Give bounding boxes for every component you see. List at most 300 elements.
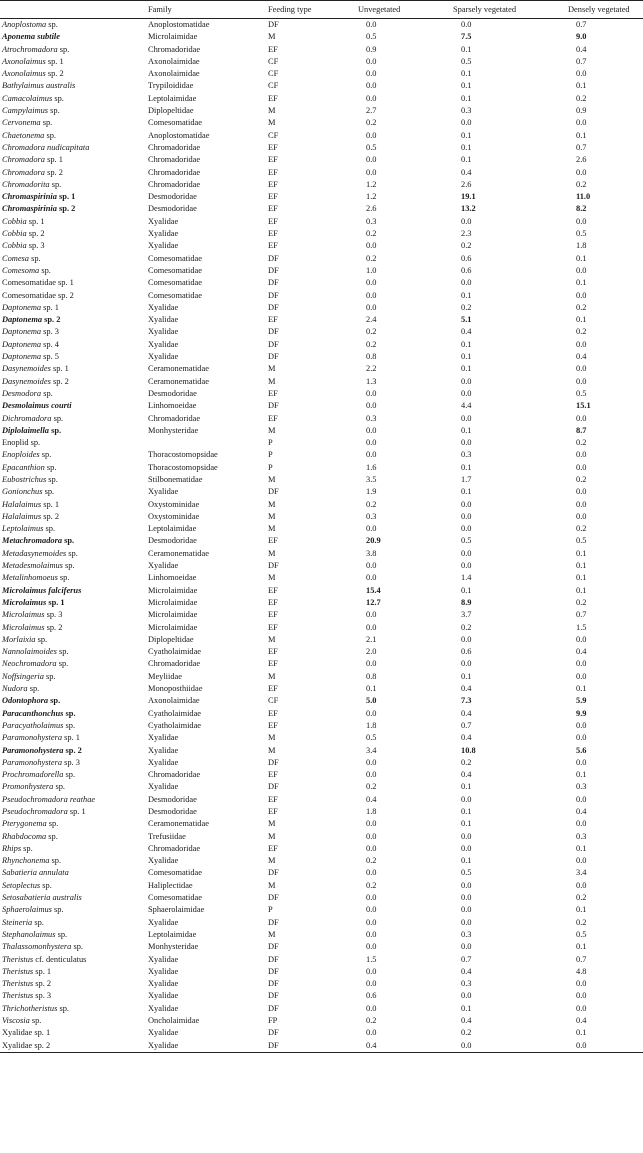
species-genus: Comesa bbox=[2, 253, 29, 263]
family-cell: Desmodoridae bbox=[148, 192, 197, 202]
family-cell: Leptolaimidae bbox=[148, 524, 197, 534]
species-name-cell bbox=[0, 68, 148, 80]
densely-vegetated-cell: 0.4 bbox=[576, 647, 587, 657]
species-suffix: Enoplid sp. bbox=[2, 438, 41, 448]
table-row bbox=[0, 191, 643, 203]
species-name-cell bbox=[0, 892, 148, 904]
unvegetated-cell: 0.0 bbox=[366, 893, 377, 903]
densely-vegetated-cell: 0.1 bbox=[576, 770, 587, 780]
species-name-cell bbox=[0, 831, 148, 843]
species-genus: Cobbia bbox=[2, 241, 27, 251]
species-name-cell bbox=[0, 31, 148, 43]
species-name-cell bbox=[0, 265, 148, 277]
species-suffix: sp. bbox=[46, 819, 59, 829]
species-name-cell bbox=[0, 941, 148, 953]
feeding-type-cell: DF bbox=[268, 1003, 279, 1013]
densely-vegetated-cell: 0.0 bbox=[576, 659, 587, 669]
densely-vegetated-cell: 0.5 bbox=[576, 229, 587, 239]
unvegetated-cell: 0.4 bbox=[358, 1040, 453, 1053]
unvegetated-cell: 1.5 bbox=[366, 954, 377, 964]
table-row bbox=[0, 130, 643, 142]
table-row bbox=[0, 302, 643, 314]
densely-vegetated-cell: 0.1 bbox=[576, 561, 587, 571]
densely-vegetated-cell: 0.0 bbox=[576, 1003, 587, 1013]
family-cell: Comesomatidae bbox=[148, 278, 202, 288]
species-suffix: sp. bbox=[46, 474, 58, 484]
family-cell: Desmodoridae bbox=[148, 388, 197, 398]
species-suffix: sp. 1 bbox=[44, 155, 63, 165]
unvegetated-cell: 0.1 bbox=[366, 684, 377, 694]
feeding-type-cell: DF bbox=[268, 401, 279, 411]
table-row bbox=[0, 732, 643, 744]
unvegetated-cell: 0.2 bbox=[366, 499, 377, 509]
family-cell: Leptolaimidae bbox=[148, 929, 197, 939]
unvegetated-cell: 0.0 bbox=[366, 843, 377, 853]
table-row bbox=[0, 68, 643, 80]
family-cell: Anoplostomatidae bbox=[148, 20, 210, 29]
species-genus: Nudora bbox=[2, 684, 28, 694]
densely-vegetated-cell: 0.3 bbox=[576, 782, 587, 792]
table-row bbox=[0, 855, 643, 867]
sparsely-vegetated-cell: 0.4 bbox=[461, 327, 472, 337]
densely-vegetated-cell: 0.0 bbox=[576, 880, 587, 890]
table-row bbox=[0, 683, 643, 695]
species-suffix: sp. bbox=[62, 536, 75, 546]
species-genus: Aponema subtile bbox=[2, 32, 60, 42]
species-suffix: sp. 2 bbox=[50, 376, 69, 386]
species-suffix: sp. bbox=[32, 917, 44, 927]
unvegetated-cell: 0.0 bbox=[366, 708, 377, 718]
species-suffix: sp. bbox=[57, 1003, 70, 1013]
table-row bbox=[0, 93, 643, 105]
family-cell: Axonolaimidae bbox=[148, 696, 200, 706]
species-name-cell bbox=[0, 720, 148, 732]
feeding-type-cell: EF bbox=[268, 536, 278, 546]
species-suffix: sp. bbox=[46, 831, 58, 841]
family-cell: Xyalidae bbox=[148, 327, 179, 337]
species-genus: Pseudochromadora reathae bbox=[2, 794, 96, 804]
sparsely-vegetated-cell: 0.0 bbox=[461, 659, 472, 669]
family-cell: Chromadoridae bbox=[148, 659, 201, 669]
table-row bbox=[0, 277, 643, 289]
densely-vegetated-cell: 1.5 bbox=[576, 622, 587, 632]
unvegetated-cell: 0.0 bbox=[366, 81, 377, 91]
sparsely-vegetated-cell: 0.0 bbox=[461, 118, 472, 128]
unvegetated-cell: 0.0 bbox=[366, 942, 377, 952]
family-cell: Cyatholaimidae bbox=[148, 647, 202, 657]
feeding-type-cell: EF bbox=[268, 585, 278, 595]
feeding-type-cell: EF bbox=[268, 720, 278, 730]
unvegetated-cell: 12.7 bbox=[366, 597, 381, 607]
unvegetated-cell: 0.0 bbox=[366, 69, 377, 79]
family-cell: Microlaimidae bbox=[148, 597, 198, 607]
family-cell: Xyalidae bbox=[148, 966, 179, 976]
family-cell: Xyalidae bbox=[148, 1028, 179, 1038]
species-genus: Eubostrichus bbox=[2, 474, 47, 484]
table-row bbox=[0, 228, 643, 240]
unvegetated-cell: 2.4 bbox=[366, 315, 377, 325]
species-genus: Cobbia bbox=[2, 216, 27, 226]
species-genus: Sphaerolaimus bbox=[2, 905, 52, 915]
table-row bbox=[0, 954, 643, 966]
species-suffix: sp. 2 bbox=[41, 511, 60, 521]
species-name-cell bbox=[0, 253, 148, 265]
feeding-type-cell: CF bbox=[268, 69, 279, 79]
feeding-type-cell: M bbox=[268, 474, 276, 484]
sparsely-vegetated-cell: 0.0 bbox=[461, 20, 472, 29]
header-densely-vegetated: Densely vegetated bbox=[568, 1, 643, 19]
species-name-cell bbox=[0, 671, 148, 683]
sparsely-vegetated-cell: 0.1 bbox=[461, 807, 472, 816]
family-cell: Xyalidae bbox=[148, 954, 179, 964]
feeding-type-cell: EF bbox=[268, 315, 278, 325]
family-cell: Oncholaimidae bbox=[148, 1016, 200, 1026]
sparsely-vegetated-cell: 0.1 bbox=[461, 44, 472, 54]
species-genus: Anoplostoma bbox=[2, 20, 47, 29]
species-genus: Cervonema bbox=[2, 118, 41, 128]
species-name-cell bbox=[0, 142, 148, 154]
unvegetated-cell: 0.0 bbox=[366, 966, 377, 976]
species-suffix: sp. bbox=[52, 93, 64, 103]
species-name-cell bbox=[0, 757, 148, 769]
species-name-cell bbox=[0, 167, 148, 179]
header-sparsely-vegetated: Sparsely vegetated bbox=[453, 1, 568, 19]
species-name-cell bbox=[0, 216, 148, 228]
table-row bbox=[0, 80, 643, 92]
species-genus: Campylaimus bbox=[2, 106, 49, 116]
family-cell: Oxystominidae bbox=[148, 511, 200, 521]
family-cell: Comesomatidae bbox=[148, 118, 202, 128]
species-suffix: sp. 1 bbox=[33, 966, 52, 976]
table-row bbox=[0, 1015, 643, 1027]
densely-vegetated-cell: 0.2 bbox=[576, 179, 587, 189]
sparsely-vegetated-cell: 0.3 bbox=[461, 929, 472, 939]
densely-vegetated-cell: 2.6 bbox=[576, 155, 587, 165]
species-genus: Thrichotheristus bbox=[2, 1003, 58, 1013]
species-suffix: Xyalidae sp. 2 bbox=[2, 1040, 51, 1050]
species-genus: Rhips bbox=[2, 843, 22, 853]
sparsely-vegetated-cell: 0.0 bbox=[461, 499, 472, 509]
species-suffix: sp. bbox=[63, 708, 76, 718]
unvegetated-cell: 0.0 bbox=[366, 425, 377, 435]
densely-vegetated-cell: 0.1 bbox=[576, 573, 587, 583]
family-cell: Xyalidae bbox=[148, 991, 179, 1001]
densely-vegetated-cell: 0.7 bbox=[576, 56, 587, 66]
family-cell: Diplopeltidae bbox=[148, 634, 194, 644]
table-row bbox=[0, 843, 643, 855]
table-row bbox=[0, 351, 643, 363]
unvegetated-cell: 1.6 bbox=[366, 462, 377, 472]
table-row bbox=[0, 929, 643, 941]
sparsely-vegetated-cell: 0.4 bbox=[461, 167, 472, 177]
unvegetated-cell: 1.2 bbox=[366, 192, 377, 202]
species-genus: Setoplectus bbox=[2, 880, 41, 890]
table-row bbox=[0, 105, 643, 117]
species-genus: Enoploides bbox=[2, 450, 40, 460]
unvegetated-cell: 0.3 bbox=[366, 511, 377, 521]
unvegetated-cell: 0.0 bbox=[366, 167, 377, 177]
species-name-cell bbox=[0, 535, 148, 547]
densely-vegetated-cell: 0.0 bbox=[576, 290, 587, 300]
table-row bbox=[0, 560, 643, 572]
species-name-cell bbox=[0, 880, 148, 892]
densely-vegetated-cell: 0.0 bbox=[576, 450, 587, 460]
family-cell: Xyalidae bbox=[148, 757, 179, 767]
densely-vegetated-cell: 0.1 bbox=[576, 905, 587, 915]
species-name-cell bbox=[0, 400, 148, 412]
family-cell: Xyalidae bbox=[148, 229, 179, 239]
densely-vegetated-cell: 0.5 bbox=[576, 388, 587, 398]
feeding-type-cell: CF bbox=[268, 56, 279, 66]
densely-vegetated-cell: 0.0 bbox=[576, 499, 587, 509]
sparsely-vegetated-cell: 10.8 bbox=[461, 745, 476, 755]
species-genus: Rhynchonema bbox=[2, 856, 50, 866]
densely-vegetated-cell: 0.0 bbox=[576, 265, 587, 275]
sparsely-vegetated-cell: 0.0 bbox=[461, 413, 472, 423]
feeding-type-cell: CF bbox=[268, 81, 279, 91]
densely-vegetated-cell: 0.0 bbox=[576, 462, 587, 472]
unvegetated-cell: 3.5 bbox=[366, 474, 377, 484]
densely-vegetated-cell: 0.4 bbox=[576, 807, 587, 816]
densely-vegetated-cell: 0.1 bbox=[576, 81, 587, 91]
sparsely-vegetated-cell: 0.0 bbox=[461, 880, 472, 890]
densely-vegetated-cell: 0.0 bbox=[576, 991, 587, 1001]
header-family: Family bbox=[148, 1, 268, 19]
species-genus: Theristus bbox=[2, 991, 34, 1001]
species-suffix: sp. bbox=[29, 253, 41, 263]
sparsely-vegetated-cell: 0.5 bbox=[461, 56, 472, 66]
feeding-type-cell: EF bbox=[268, 44, 278, 54]
table-row bbox=[0, 880, 643, 892]
species-name-cell bbox=[0, 44, 148, 56]
species-suffix: sp. bbox=[44, 130, 56, 140]
unvegetated-cell: 1.9 bbox=[366, 487, 377, 497]
feeding-type-cell: M bbox=[268, 831, 276, 841]
densely-vegetated-cell: 0.4 bbox=[576, 44, 587, 54]
species-genus: Steineria bbox=[2, 917, 33, 927]
species-genus: Dasynemoides bbox=[2, 376, 51, 386]
species-suffix: sp. bbox=[49, 425, 62, 435]
species-name-cell bbox=[0, 597, 148, 609]
species-name-cell bbox=[0, 179, 148, 191]
species-name-cell bbox=[0, 302, 148, 314]
species-suffix: sp. bbox=[63, 770, 76, 780]
sparsely-vegetated-cell: 0.1 bbox=[461, 425, 472, 435]
table-row bbox=[0, 1027, 643, 1039]
densely-vegetated-cell: 0.2 bbox=[576, 893, 587, 903]
family-cell: Leptolaimidae bbox=[148, 93, 197, 103]
densely-vegetated-cell: 0.1 bbox=[576, 1028, 587, 1038]
family-cell: Xyalidae bbox=[148, 1040, 268, 1053]
table-row bbox=[0, 535, 643, 547]
species-genus: Cobbia bbox=[2, 229, 27, 239]
densely-vegetated-cell: 9.0 bbox=[576, 32, 587, 42]
header-unvegetated: Unvegetated bbox=[358, 1, 453, 19]
feeding-type-cell: M bbox=[268, 880, 276, 890]
densely-vegetated-cell: 1.8 bbox=[576, 241, 587, 251]
sparsely-vegetated-cell: 0.1 bbox=[461, 93, 472, 103]
species-genus: Neochromadora bbox=[2, 659, 57, 669]
species-name-cell bbox=[0, 609, 148, 621]
species-genus: Theristus bbox=[2, 954, 34, 964]
family-cell: Xyalidae bbox=[148, 1003, 179, 1013]
species-suffix: sp. bbox=[46, 20, 58, 29]
species-suffix: sp. bbox=[29, 1016, 42, 1026]
table-row bbox=[0, 917, 643, 929]
table-row bbox=[0, 867, 643, 879]
densely-vegetated-cell: 0.7 bbox=[576, 610, 587, 620]
species-name-cell bbox=[0, 1040, 148, 1053]
species-genus: Thalassomonhystera bbox=[2, 942, 72, 952]
densely-vegetated-cell: 0.1 bbox=[576, 278, 587, 288]
sparsely-vegetated-cell: 13.2 bbox=[461, 204, 476, 214]
species-suffix: sp. bbox=[56, 659, 69, 669]
table-row bbox=[0, 339, 643, 351]
densely-vegetated-cell: 0.2 bbox=[576, 302, 587, 312]
feeding-type-cell: M bbox=[268, 573, 276, 583]
family-cell bbox=[148, 437, 268, 449]
species-genus: Microlaimus falciferus bbox=[2, 585, 82, 595]
densely-vegetated-cell: 0.1 bbox=[576, 942, 587, 952]
sparsely-vegetated-cell: 0.1 bbox=[461, 462, 472, 472]
species-name-cell bbox=[0, 1027, 148, 1039]
unvegetated-cell: 0.0 bbox=[366, 622, 377, 632]
family-cell: Linhomoeidae bbox=[148, 573, 197, 583]
feeding-type-cell: EF bbox=[268, 659, 278, 669]
densely-vegetated-cell: 0.2 bbox=[576, 93, 587, 103]
table-row bbox=[0, 622, 643, 634]
species-suffix: sp. 1 bbox=[45, 56, 64, 66]
header-feeding-type: Feeding type bbox=[268, 1, 358, 19]
unvegetated-cell: 0.3 bbox=[366, 216, 377, 226]
feeding-type-cell: DF bbox=[268, 339, 279, 349]
sparsely-vegetated-cell: 0.0 bbox=[461, 794, 472, 804]
family-cell: Xyalidae bbox=[148, 339, 179, 349]
table-row bbox=[0, 806, 643, 818]
sparsely-vegetated-cell: 0.3 bbox=[461, 979, 472, 989]
species-genus: Diplolaimella bbox=[2, 425, 49, 435]
species-name-cell bbox=[0, 708, 148, 720]
table-row bbox=[0, 326, 643, 338]
sparsely-vegetated-cell: 7.5 bbox=[461, 32, 472, 42]
table-row bbox=[0, 757, 643, 769]
sparsely-vegetated-cell: 0.1 bbox=[461, 81, 472, 91]
table-row bbox=[0, 425, 643, 437]
species-name-cell bbox=[0, 1003, 148, 1015]
densely-vegetated-cell: 0.1 bbox=[576, 684, 587, 694]
species-genus: Stephanolaimus bbox=[2, 929, 56, 939]
feeding-type-cell: EF bbox=[268, 684, 278, 694]
densely-vegetated-cell: 0.1 bbox=[576, 585, 587, 595]
species-suffix: sp. 3 bbox=[26, 241, 45, 251]
sparsely-vegetated-cell: 0.2 bbox=[461, 757, 472, 767]
sparsely-vegetated-cell: 0.0 bbox=[461, 524, 472, 534]
species-name-cell bbox=[0, 732, 148, 744]
sparsely-vegetated-cell: 0.1 bbox=[461, 364, 472, 374]
densely-vegetated-cell: 0.2 bbox=[576, 597, 587, 607]
species-name-cell bbox=[0, 130, 148, 142]
sparsely-vegetated-cell: 0.4 bbox=[461, 1016, 472, 1026]
species-genus: Axonolaimus bbox=[2, 69, 46, 79]
unvegetated-cell: 0.0 bbox=[366, 524, 377, 534]
feeding-type-cell: CF bbox=[268, 130, 279, 140]
species-name-cell bbox=[0, 277, 148, 289]
feeding-type-cell: DF bbox=[268, 265, 279, 275]
species-genus: Metadesmolaimus bbox=[2, 561, 63, 571]
table-row bbox=[0, 253, 643, 265]
unvegetated-cell: 15.4 bbox=[366, 585, 381, 595]
feeding-type-cell: EF bbox=[268, 216, 278, 226]
densely-vegetated-cell: 0.3 bbox=[576, 831, 587, 841]
species-suffix: sp. 5 bbox=[41, 352, 59, 362]
sparsely-vegetated-cell: 0.0 bbox=[461, 942, 472, 952]
species-genus: Desmolaimus courti bbox=[2, 401, 72, 411]
unvegetated-cell: 0.0 bbox=[366, 278, 377, 288]
species-genus: Camacolaimus bbox=[2, 93, 53, 103]
table-row bbox=[0, 904, 643, 916]
densely-vegetated-cell: 0.0 bbox=[576, 339, 587, 349]
sparsely-vegetated-cell: 0.6 bbox=[461, 253, 472, 263]
species-genus: Noffsingeria bbox=[2, 671, 44, 681]
family-cell: Ceramonematidae bbox=[148, 548, 209, 558]
densely-vegetated-cell: 0.4 bbox=[576, 1016, 587, 1026]
family-cell: Xyalidae bbox=[148, 917, 179, 927]
species-name-cell bbox=[0, 203, 148, 215]
table-row bbox=[0, 363, 643, 375]
species-genus: Odontophora bbox=[2, 696, 49, 706]
species-genus: Paramonohystera bbox=[2, 733, 63, 743]
unvegetated-cell: 0.0 bbox=[366, 929, 377, 939]
sparsely-vegetated-cell: 0.6 bbox=[461, 647, 472, 657]
table-row bbox=[0, 671, 643, 683]
unvegetated-cell: 0.0 bbox=[366, 561, 377, 571]
sparsely-vegetated-cell: 8.9 bbox=[461, 597, 472, 607]
species-suffix: sp. bbox=[63, 720, 76, 730]
unvegetated-cell: 2.0 bbox=[366, 647, 377, 657]
species-genus: Pterygonema bbox=[2, 819, 47, 829]
sparsely-vegetated-cell: 0.1 bbox=[461, 352, 472, 362]
species-genus: Paracanthonchus bbox=[2, 708, 64, 718]
table-row bbox=[0, 376, 643, 388]
unvegetated-cell: 0.0 bbox=[366, 917, 377, 927]
family-cell: Desmodoridae bbox=[148, 807, 197, 816]
unvegetated-cell: 0.2 bbox=[366, 880, 377, 890]
sparsely-vegetated-cell: 0.7 bbox=[461, 954, 472, 964]
family-cell: Haliplectidae bbox=[148, 880, 193, 890]
species-name-cell bbox=[0, 818, 148, 830]
densely-vegetated-cell: 0.0 bbox=[576, 364, 587, 374]
unvegetated-cell: 0.0 bbox=[366, 1003, 377, 1013]
sparsely-vegetated-cell: 0.2 bbox=[461, 241, 472, 251]
species-genus: Comesoma bbox=[2, 265, 40, 275]
unvegetated-cell: 2.1 bbox=[366, 634, 377, 644]
family-cell: Oxystominidae bbox=[148, 499, 200, 509]
feeding-type-cell: DF bbox=[268, 917, 279, 927]
sparsely-vegetated-cell: 0.5 bbox=[461, 536, 472, 546]
densely-vegetated-cell: 0.2 bbox=[576, 474, 587, 484]
species-suffix: sp. 2 bbox=[26, 229, 45, 239]
family-cell: Chromadoridae bbox=[148, 142, 201, 152]
species-name-cell bbox=[0, 954, 148, 966]
species-genus: Epacanthion bbox=[2, 462, 45, 472]
feeding-type-cell: DF bbox=[268, 868, 279, 878]
table-row bbox=[0, 44, 643, 56]
species-name-cell bbox=[0, 695, 148, 707]
species-suffix: sp. bbox=[44, 462, 57, 472]
sparsely-vegetated-cell: 0.0 bbox=[461, 376, 472, 386]
species-name-cell bbox=[0, 363, 148, 375]
sparsely-vegetated-cell: 0.2 bbox=[461, 1028, 472, 1038]
